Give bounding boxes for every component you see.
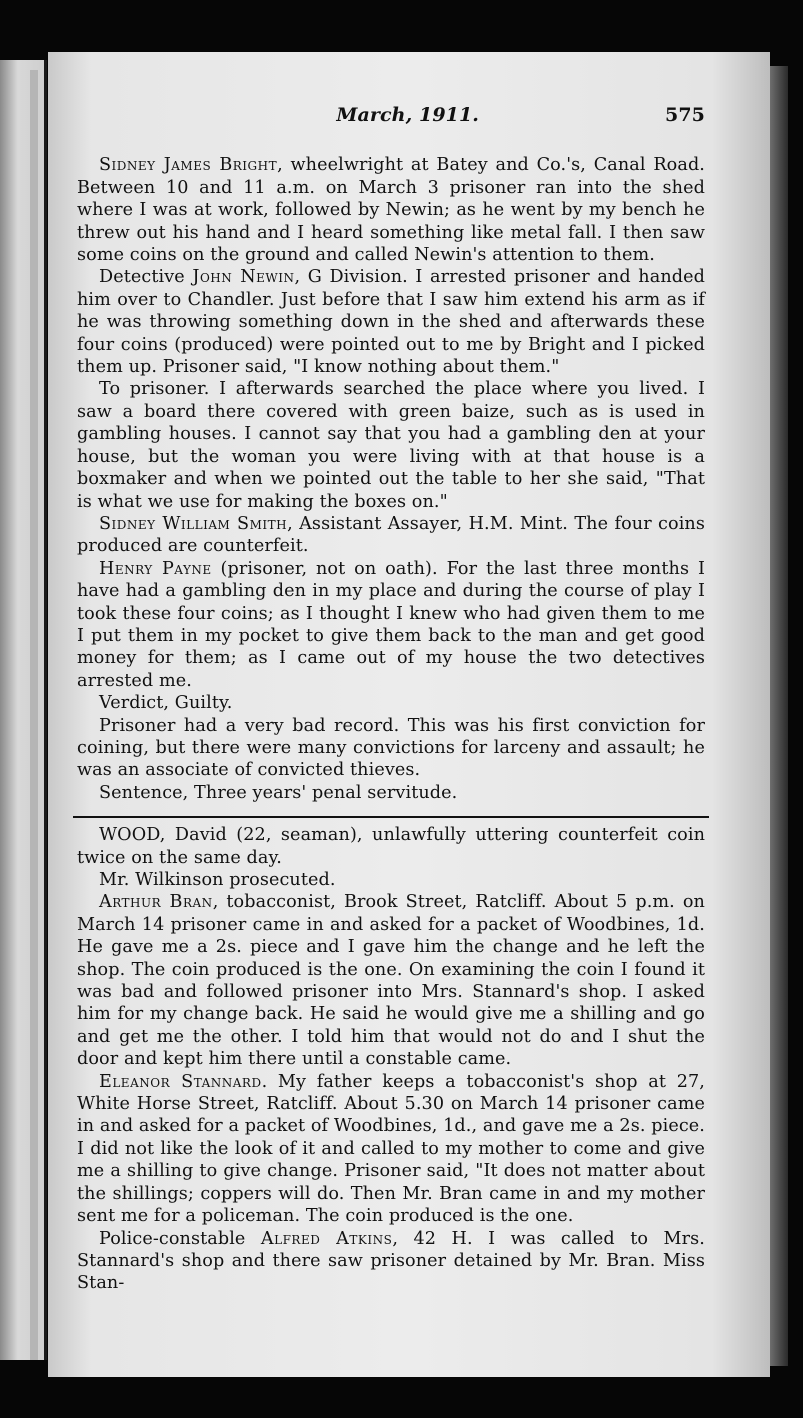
witness-name: Sidney James Bright: [99, 155, 278, 176]
witness-name: Arthur Bran: [99, 892, 213, 913]
witness-rank: Police-constable: [99, 1228, 261, 1249]
witness-name: Sidney William Smith: [99, 513, 288, 534]
testimony-stannard: [77, 1071, 705, 1228]
running-title: March, 1911.: [336, 104, 480, 126]
cross-examination: To prisoner. I afterwards searched the place where you lived. I saw a board there covered with green baize, such as is used in gambling houses. I cannot say that you had a gambling den at your house, but the woman you were living with at that house is a boxmaker and when we pointed out the table to her she said, "That is what we use for making the boxes on.": [77, 379, 705, 512]
testimony-bran: [77, 891, 705, 1070]
testimony-smith: [77, 513, 705, 558]
testimony-text: . My father keeps a tobacconist's shop at 27, White Horse Street, Ratcliff. About 5.30 on March 14 prisoner came in and asked for a packet of Woodbines, 1d., and gave me a 2s. piece. I did not like the look of it and called to my mother to come and give me a shilling to give change. Prisoner said, "It does not matter about the shillings; coppers will do. Then Mr. Bran came in and my mother sent me for a policeman. The coin produced is the one.: [77, 1071, 705, 1227]
testimony-atkins: [77, 1228, 705, 1295]
testimony-text: , G Division. I arrested prisoner and handed him over to Chandler. Just before that I saw him extend his arm as if he was throwing something down in the shed and afterwards these four coins (produced) were pointed out to me by Bright and I picked them up. Prisoner said, "I know nothing about them.": [77, 267, 705, 378]
witness-name: Eleanor Stannard: [99, 1071, 262, 1092]
testimony-text: , tobacconist, Brook Street, Ratcliff. About 5 p.m. on March 14 prisoner came in and asked for a packet of Woodbines, 1d. He gave me a 2s. piece and I gave him the change and he left the shop. The coin produced is the one. On examining the coin I found it was bad and followed prisoner into Mrs. Stannard's shop. I asked him for my change back. He said he would give me a shilling and go and get me the other. I told him that would not do and I shut the door and kept him there until a constable came.: [77, 892, 705, 1070]
verdict: Verdict, Guilty.: [99, 693, 233, 714]
prosecutor-line: Mr. Wilkinson prosecuted.: [99, 870, 336, 890]
testimony-text: (prisoner, not on oath). For the last three months I have had a gambling den in my place and during the course of play I took these four coins; as I thought I knew who had given them to me I put them in my pocket to give them back to the man and get good money for them; as I came out of my house the two detectives arrested me.: [77, 558, 706, 691]
case-title: WOOD, David (22, seaman), unlawfully uttering counterfeit coin twice on the same day.: [77, 825, 705, 868]
witness-rank: Detective: [99, 267, 193, 288]
sentence: Sentence, Three years' penal servitude.: [99, 782, 458, 803]
testimony-payne: [77, 558, 705, 692]
testimony-newin: [77, 266, 705, 378]
witness-name: Alfred Atkins: [260, 1228, 393, 1249]
prisoner-name: Henry Payne: [99, 558, 212, 579]
page-header: [77, 104, 705, 126]
testimony-text: , Assistant Assayer, H.M. Mint. The four coins produced are counterfeit.: [77, 513, 705, 557]
facing-page-edge: [0, 60, 47, 1360]
case-divider: [73, 816, 709, 818]
page-number: 575: [665, 104, 705, 126]
testimony-text: , 42 H. I was called to Mrs. Stannard's shop and there saw prisoner detained by Mr. Bran. Miss Stan-: [77, 1228, 705, 1294]
testimony-text: , wheelwright at Batey and Co.'s, Canal Road. Between 10 and 11 a.m. on March 3 prisoner ran into the shed where I was at work, followed by Newin; as he went by my bench he threw out his hand and I heard something like metal fall. I then saw some coins on the ground and called Newin's attention to them.: [77, 155, 706, 266]
facing-page-strip: [30, 70, 38, 1360]
page-block-edge: [770, 66, 788, 1366]
testimony-bright: [77, 154, 705, 266]
witness-name: John Newin: [192, 267, 295, 288]
page-text: [77, 104, 705, 1295]
prisoner-record: Prisoner had a very bad record. This was his first conviction for coining, but there were many convictions for larceny and assault; he was an associate of convicted thieves.: [77, 715, 705, 781]
